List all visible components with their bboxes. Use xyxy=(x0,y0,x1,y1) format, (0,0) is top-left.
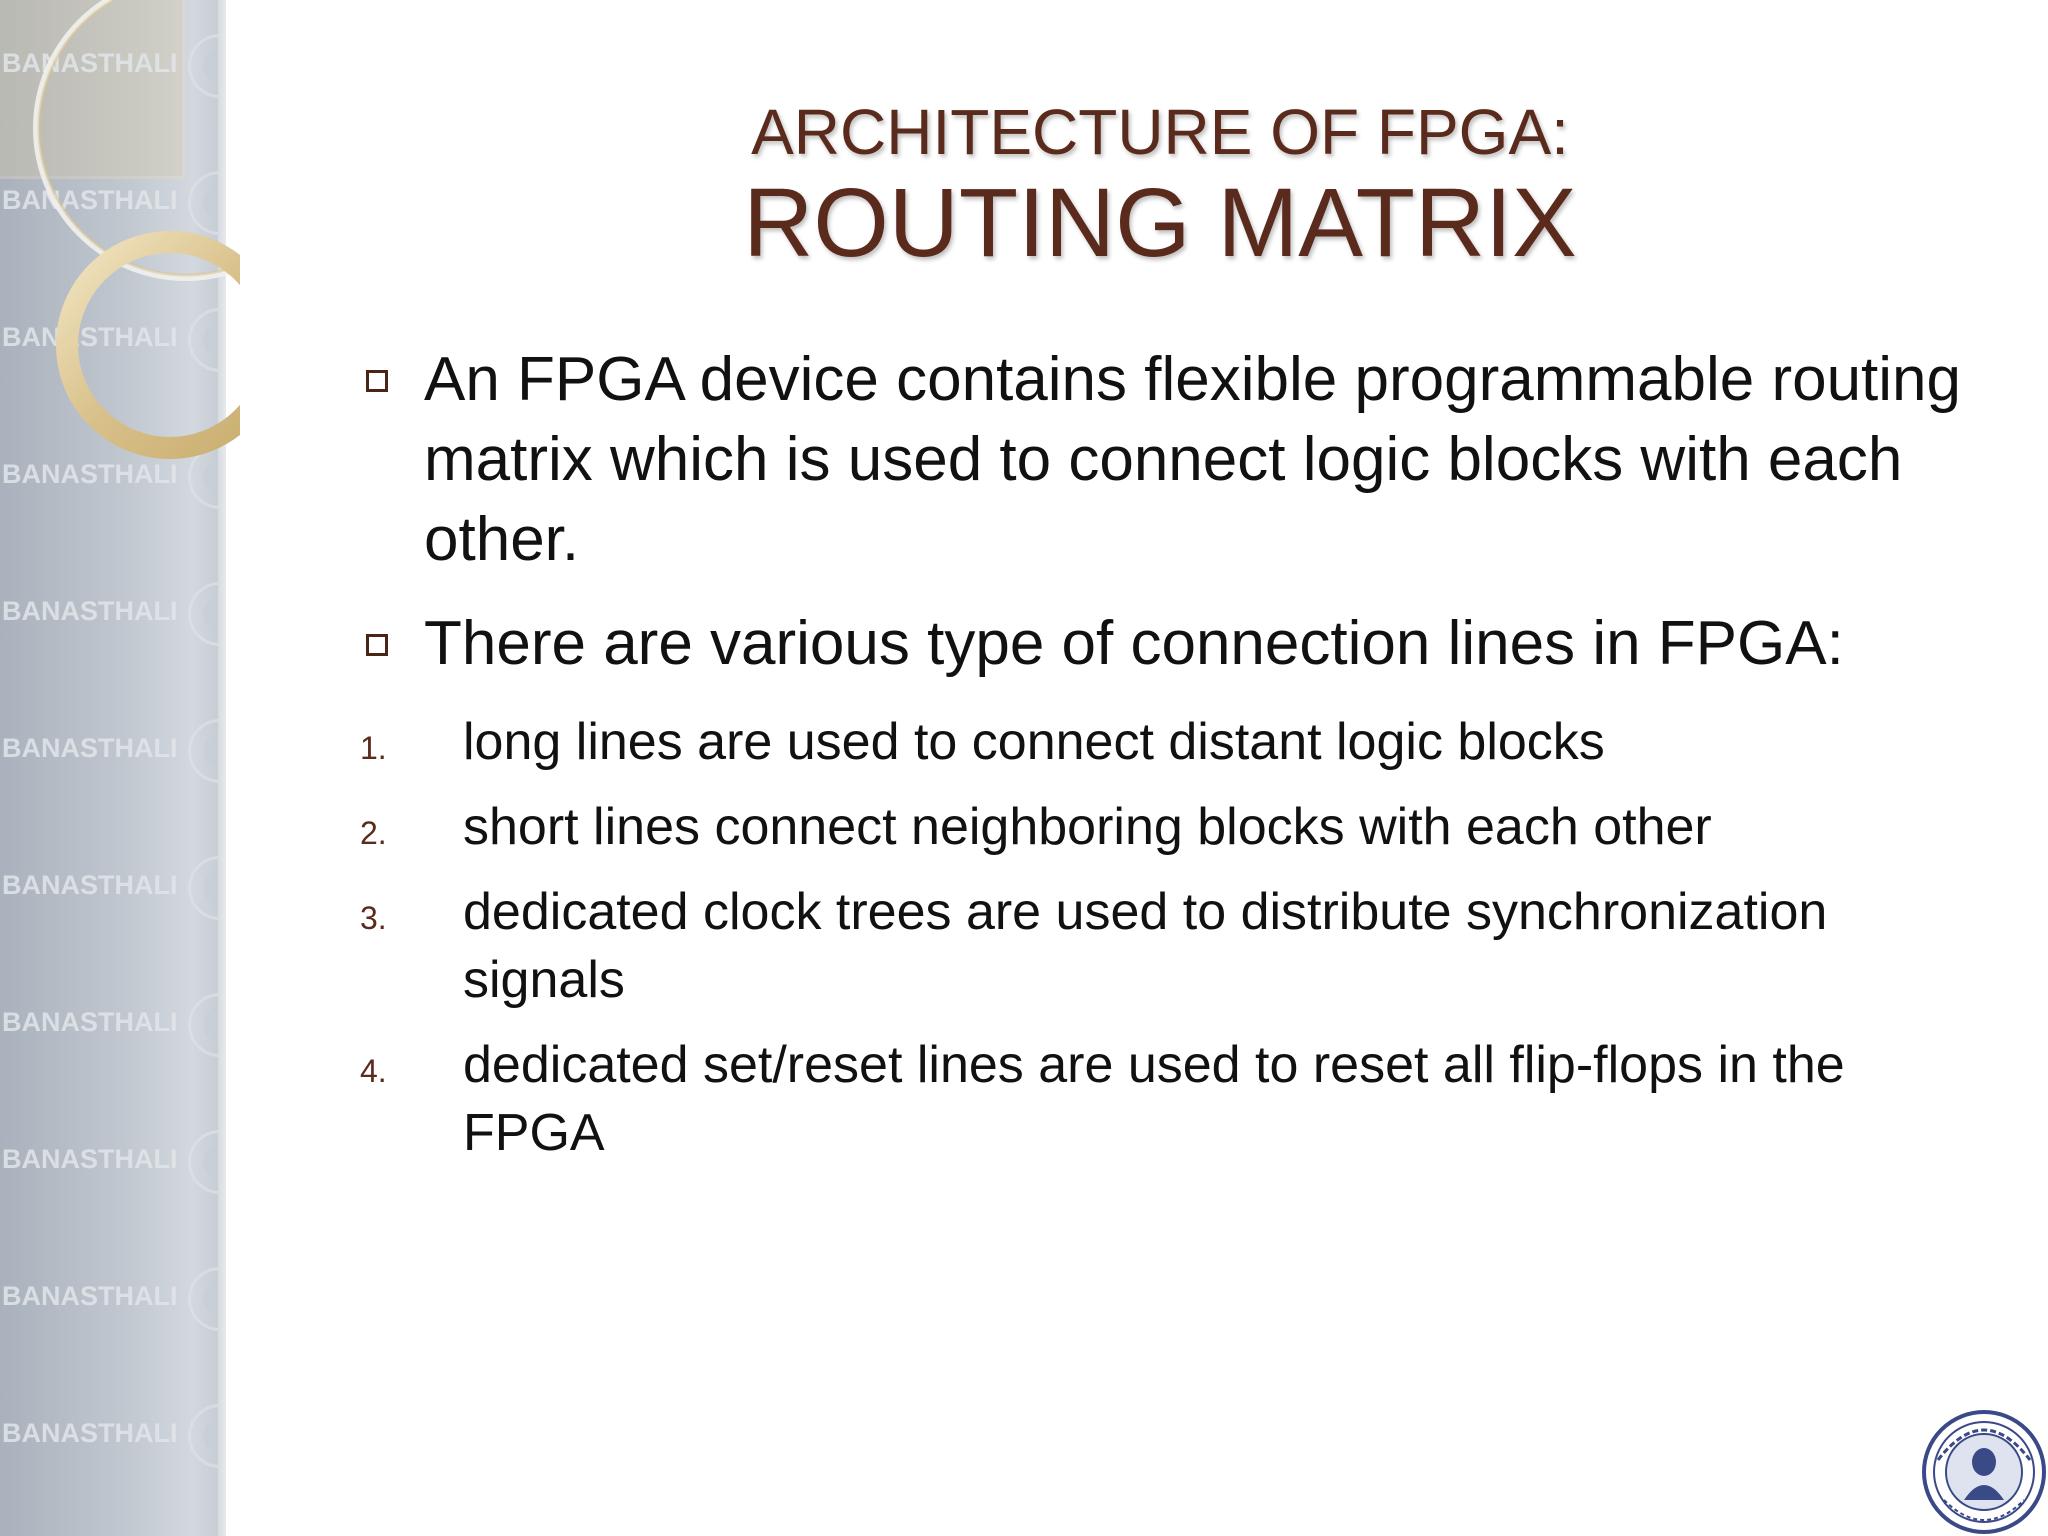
numbered-item xyxy=(360,878,1980,1014)
banasthali-watermark xyxy=(0,987,226,1067)
bullet-text: An FPGA device contains flexible programmable routing matrix which is used to connect logic blocks with each other. xyxy=(424,345,1962,574)
square-bullet-icon xyxy=(366,370,388,392)
watermark-text: BANASTHALI xyxy=(2,48,178,78)
banasthali-watermark xyxy=(0,1398,226,1478)
square-bullet-icon xyxy=(366,634,388,656)
banasthali-watermark xyxy=(0,850,226,930)
numbered-list xyxy=(360,708,1980,1167)
watermark-text: BANASTHALI xyxy=(2,322,178,352)
slide-body xyxy=(360,340,1980,1184)
item-number: 2. xyxy=(360,815,387,851)
watermark-text: BANASTHALI xyxy=(2,185,178,215)
bullet-text: There are various type of connection lines in FPGA: xyxy=(424,609,1844,678)
bullet-item xyxy=(360,604,1980,684)
numbered-item xyxy=(360,1031,1980,1167)
watermark-text: BANASTHALI xyxy=(2,459,178,489)
watermark-text: BANASTHALI xyxy=(2,870,178,900)
ring-upper-gold xyxy=(39,0,240,275)
banasthali-watermark xyxy=(0,576,226,656)
watermark-text: BANASTHALI xyxy=(2,733,178,763)
item-number: 1. xyxy=(360,730,387,766)
watermark-text: BANASTHALI xyxy=(2,1418,178,1448)
item-text: dedicated set/reset lines are used to reset all flip-flops in the FPGA xyxy=(463,1036,1845,1162)
item-number: 3. xyxy=(360,900,387,936)
title-line-2: ROUTING MATRIX xyxy=(743,168,1577,277)
bullet-item xyxy=(360,340,1980,580)
banasthali-watermark xyxy=(0,1261,226,1341)
numbered-item xyxy=(360,793,1980,861)
gold-rings-decoration xyxy=(0,0,240,480)
watermark-text: BANASTHALI xyxy=(2,1281,178,1311)
numbered-item xyxy=(360,708,1980,776)
item-text: long lines are used to connect distant logic blocks xyxy=(463,713,1605,771)
item-text: dedicated clock trees are used to distribute synchronization signals xyxy=(463,883,1828,1009)
banasthali-watermark xyxy=(0,713,226,793)
title-line-1: ARCHITECTURE OF FPGA: xyxy=(751,96,1569,168)
university-seal-icon xyxy=(1916,1400,2048,1536)
watermark-text: BANASTHALI xyxy=(2,1144,178,1174)
item-text: short lines connect neighboring blocks with each other xyxy=(463,798,1712,856)
item-number: 4. xyxy=(360,1053,387,1089)
banasthali-watermark xyxy=(0,1124,226,1204)
watermark-text: BANASTHALI xyxy=(2,1007,178,1037)
watermark-text: BANASTHALI xyxy=(2,596,178,626)
slide-title xyxy=(560,96,1760,278)
